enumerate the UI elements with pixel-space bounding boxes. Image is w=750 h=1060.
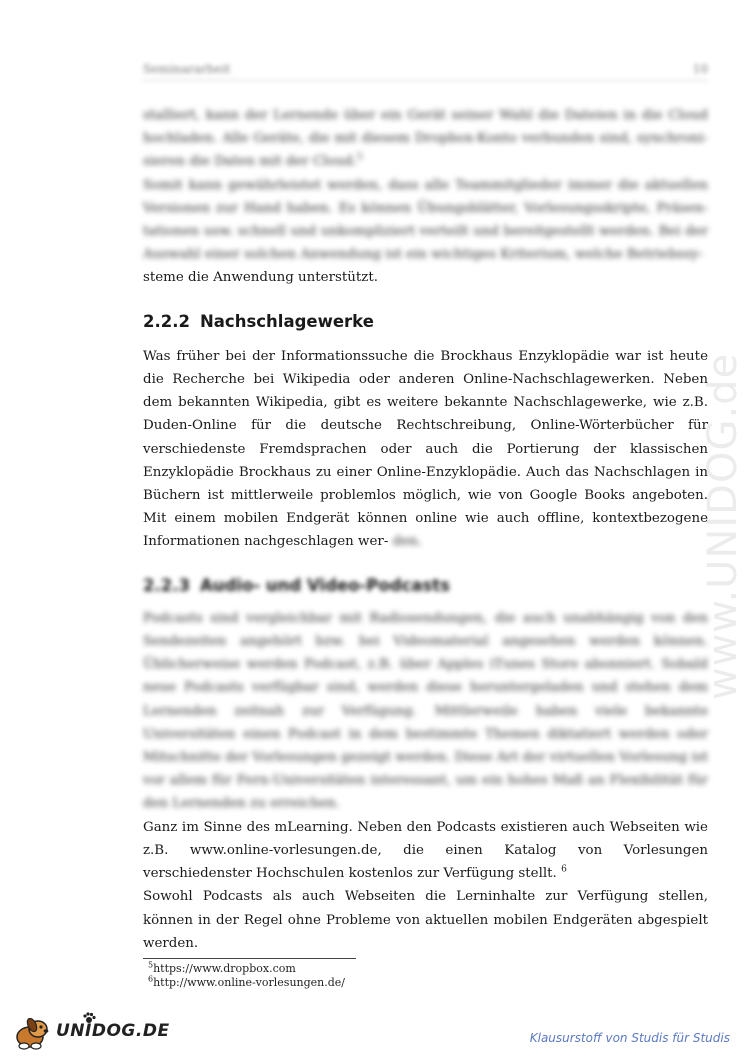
unidog-logo[interactable] [10, 1015, 170, 1051]
section-heading-podcasts [143, 574, 708, 597]
footnote-link[interactable]: http://www.online-vorlesungen.de/ [153, 976, 345, 989]
podcasts-clear-paragraph [143, 816, 708, 886]
intro-clear-line: steme die Anwendung unterstützt. [143, 270, 378, 286]
body-text [143, 104, 708, 955]
paragraph-text: Ganz im Sinne des mLearning. Neben den Podcasts existieren auch Webseiten wie z.B. www.online-vorlesungen.de, die einen Katalog von Vorlesungen verschiedenster Hochschulen kostenlos zur Verfügung stellt. [143, 819, 708, 882]
footnote-ref: 6 [561, 864, 567, 875]
footnote-mark: 5 [148, 960, 154, 970]
intro-line-3: sieren die Daten mit der Cloud. [143, 154, 358, 170]
intro-line-7: Auswahl einer solchen Anwendung ist ein wichtiges Kriterium, welche Betriebssy- [143, 247, 703, 263]
section-heading-nachschlagewerke [143, 310, 708, 333]
intro-line-6: tationen usw. schnell und unkompliziert verteilt und bereitgestellt werden. Bei der [143, 224, 708, 240]
running-header [143, 62, 708, 81]
watermark-text: www.UNIDOG.de [700, 352, 746, 700]
intro-line-5: Versionen zur Hand haben. Es können Übungsblätter, Vorlesungsskripte, Präsen- [143, 200, 708, 216]
intro-line-4: Somit kann gewährleistet werden, dass alle Teammitglieder immer die aktuellen [143, 177, 708, 193]
footnotes [148, 962, 345, 990]
footnote-item [148, 962, 345, 976]
dog-icon [10, 1015, 54, 1051]
footer-tagline: Klausurstoff von Studis für Studis [529, 1031, 730, 1045]
footnote-mark: 6 [148, 974, 154, 984]
footnote-divider [143, 958, 356, 959]
intro-line-1: stalliert, kann der Lernende über ein Gerät seiner Wahl die Dateien in die Cloud [143, 108, 708, 123]
footnote-ref: 5 [357, 152, 363, 163]
section-number: 2.2.2 [143, 311, 190, 331]
paragraph-trailing-text: den. [392, 534, 423, 550]
nachschlagewerke-paragraph [143, 345, 708, 554]
section-number: 2.2.3 [143, 575, 190, 595]
intro-blurred-paragraph [143, 104, 708, 266]
section-title: Audio- und Video-Podcasts [199, 575, 450, 595]
footnote-item [148, 976, 345, 990]
logo-text: UNIDOG.DE [56, 1021, 170, 1041]
podcasts-blurred-paragraph: Podcasts sind vergleichbar mit Radiosendungen, die auch unabhängig von den Sendezeiten angehört bzw. bei Videomaterial angesehen werden können. Üblicherweise werden Podcast, z.B. über Apples iTunes Store abonniert. Sobald neue Podcasts verfügbar sind, werden diese heruntergeladen und stehen dem Lernenden zeitnah zur Verfügung. Mittlerweile haben viele bekannte Universitäten einen Podcast in dem bestimmte Themen diktatiert werden oder Mitschnitte der Vorlesungen gezeigt werden. Diese Art der virtuellen Vorlesung ist vor allem für Fern-Universitäten interessant, um ein hohes Maß an Flexibilität für den Lernenden zu erreichen. [143, 610, 708, 812]
page-number: 10 [692, 62, 708, 76]
header-title: Seminararbeit [143, 62, 231, 76]
podcasts-closing-paragraph: Sowohl Podcasts als auch Webseiten die Lerninhalte zur Verfügung stellen, können in der Regel ohne Probleme von aktuellen mobilen Endgeräten abgespielt werden. [143, 889, 708, 951]
intro-line-2: hochladen. Alle Geräte, die mit diesem Dropbox-Konto verbunden sind, synchroni- [143, 131, 708, 147]
footnote-link[interactable]: https://www.dropbox.com [153, 962, 296, 975]
paragraph-text: Was früher bei der Informationssuche die Brockhaus Enzyklopädie war ist heute die Recherche bei Wikipedia oder anderen Online-Nachschlagewerken. Neben dem bekannten Wikipedia, gibt es weitere bekannte Nachschlagewerke, wie z.B. Duden-Online für die deutsche Rechtschreibung, Online-Wörterbücher für verschiedenste Fremdsprachen oder auch die Portierung der klassischen Enzyklopädie Brockhaus zu einer Online-Enzyklopädie. Auch das Nachschlagen in Büchern ist mittlerweile problemlos möglich, wie von Google Books angeboten. Mit einem mobilen Endgerät können online wie auch offline, kontextbezogene Informationen nachgeschlagen wer- [143, 348, 708, 550]
section-title: Nachschlagewerke [199, 311, 374, 331]
